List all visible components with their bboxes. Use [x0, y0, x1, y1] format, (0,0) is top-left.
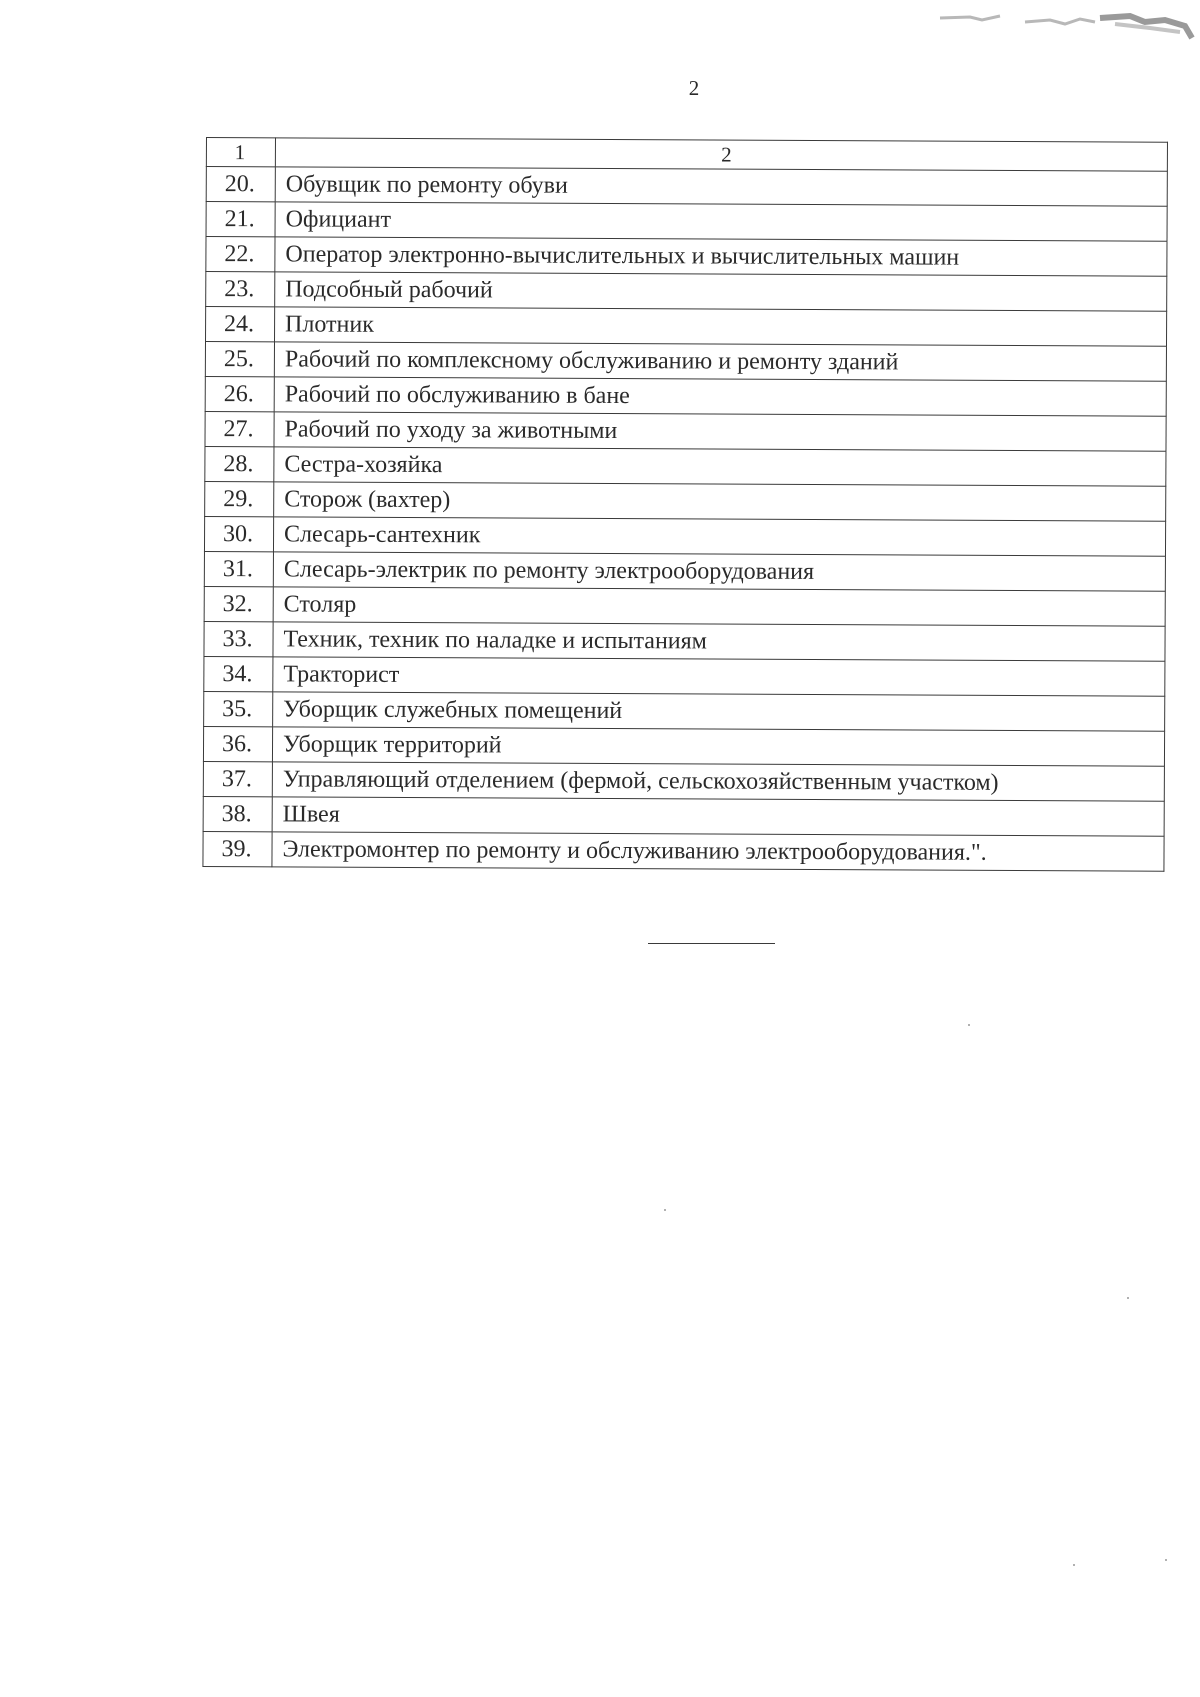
- table-row: [205, 342, 1166, 382]
- occupation-name: Плотник: [274, 307, 1166, 346]
- occupation-name: Техник, техник по наладке и испытаниям: [273, 622, 1165, 661]
- scan-speck: [1127, 1297, 1129, 1299]
- table-row: [204, 516, 1165, 556]
- row-number: 36.: [203, 726, 272, 761]
- table-row: [204, 586, 1165, 626]
- row-number: 38.: [203, 796, 272, 831]
- row-number: 20.: [206, 167, 275, 202]
- occupation-name: Сторож (вахтер): [274, 482, 1166, 521]
- occupation-name: Слесарь-электрик по ремонту электрооборудования: [273, 552, 1165, 591]
- occupation-name: Официант: [275, 202, 1167, 241]
- row-number: 28.: [205, 446, 274, 481]
- row-number: 37.: [203, 761, 272, 796]
- row-number: 22.: [206, 237, 275, 272]
- row-number: 32.: [204, 586, 273, 621]
- scan-speck: [1165, 1559, 1167, 1561]
- row-number: 25.: [205, 342, 274, 377]
- row-number: 21.: [206, 202, 275, 237]
- scan-artifact: [930, 8, 1200, 42]
- table-row: [205, 411, 1166, 451]
- table-row: [206, 307, 1167, 347]
- occupation-name: Слесарь-сантехник: [273, 517, 1165, 556]
- occupation-name: Обувщик по ремонту обуви: [275, 167, 1167, 206]
- row-number: 24.: [206, 307, 275, 342]
- row-number: 35.: [204, 691, 273, 726]
- table-row: [205, 376, 1166, 416]
- occupation-name: Сестра-хозяйка: [274, 447, 1166, 486]
- row-number: 29.: [205, 481, 274, 516]
- occupation-name: Рабочий по уходу за животными: [274, 412, 1166, 451]
- table-row: [205, 481, 1166, 521]
- occupation-name: Подсобный рабочий: [275, 272, 1167, 311]
- row-number: 34.: [204, 656, 273, 691]
- page-number: 2: [688, 76, 700, 100]
- table-row: [206, 272, 1167, 312]
- table-row: [204, 551, 1165, 591]
- occupation-name: Оператор электронно-вычислительных и вычислительных машин: [275, 237, 1167, 276]
- table-row: [204, 691, 1165, 731]
- table-row: [203, 831, 1164, 871]
- occupation-name: Уборщик служебных помещений: [273, 692, 1165, 731]
- row-number: 26.: [205, 376, 274, 411]
- occupation-name: Уборщик территорий: [272, 727, 1164, 766]
- table-row: [206, 202, 1167, 242]
- header-column-2: 2: [275, 138, 1167, 171]
- table-row: [204, 621, 1165, 661]
- occupation-name: Управляющий отделением (фермой, сельскохозяйственным участком): [272, 762, 1164, 801]
- table-row: [205, 446, 1166, 486]
- occupation-name: Рабочий по обслуживанию в бане: [274, 377, 1166, 416]
- scan-speck: [1073, 1564, 1075, 1566]
- occupation-name: Швея: [272, 797, 1164, 836]
- scan-speck: [968, 1024, 970, 1026]
- table-row: [206, 237, 1167, 277]
- row-number: 27.: [205, 411, 274, 446]
- table-row: [203, 796, 1164, 836]
- table-row: [204, 656, 1165, 696]
- header-column-1: 1: [206, 138, 275, 167]
- table-row: [203, 726, 1164, 766]
- scan-speck: [664, 1209, 666, 1211]
- row-number: 30.: [204, 516, 273, 551]
- occupation-name: Электромонтер по ремонту и обслуживанию электрооборудования.".: [272, 832, 1164, 871]
- occupation-name: Тракторист: [273, 657, 1165, 696]
- occupation-name: Столяр: [273, 587, 1165, 626]
- occupation-list-table: [202, 137, 1168, 872]
- occupation-name: Рабочий по комплексному обслуживанию и ремонту зданий: [274, 342, 1166, 381]
- row-number: 23.: [206, 272, 275, 307]
- row-number: 33.: [204, 621, 273, 656]
- row-number: 31.: [204, 551, 273, 586]
- row-number: 39.: [203, 831, 272, 866]
- end-divider: [648, 943, 775, 944]
- table-header-row: [206, 138, 1167, 172]
- table-row: [203, 761, 1164, 801]
- table-row: [206, 167, 1167, 207]
